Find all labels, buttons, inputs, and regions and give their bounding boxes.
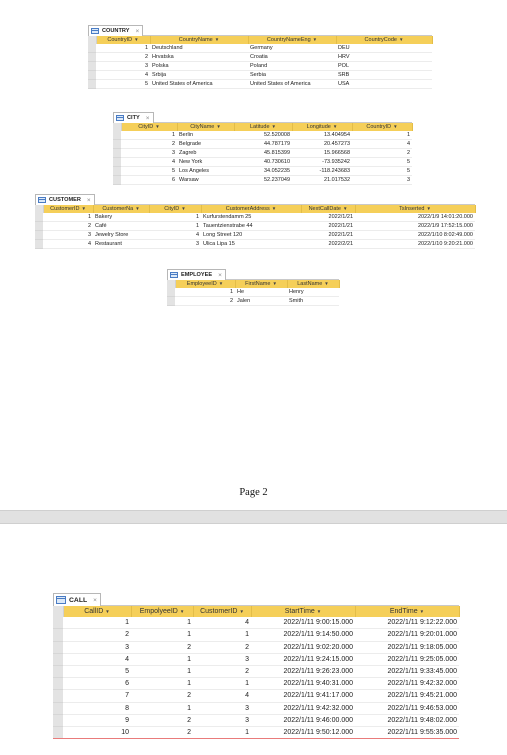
table-row[interactable]: 1 Bakery 1 Kurfurstendamm 25 2022/1/21 2022/1/9 14:01:20.000 <box>35 213 475 222</box>
table-row[interactable]: 9 2 3 2022/1/11 9:46:00.000 2022/1/11 9:48:02.000 <box>53 714 459 726</box>
column-header[interactable]: EndTime ▼ <box>355 606 459 617</box>
column-header[interactable]: NextCallDate ▼ <box>301 205 355 213</box>
table-row[interactable]: 7 2 4 2022/1/11 9:41:17.000 2022/1/11 9:45:21.000 <box>53 690 459 702</box>
column-header[interactable]: CustomerID ▼ <box>43 205 93 213</box>
table-row[interactable]: 3 Polska Poland POL <box>88 62 432 71</box>
column-header[interactable]: FirstName ▼ <box>235 280 287 288</box>
table-icon <box>91 28 99 34</box>
table-icon <box>170 272 178 278</box>
table-row[interactable]: 2 Café 1 Tauentzienstrabe 44 2022/1/21 2022/1/9 17:52:15.000 <box>35 222 475 231</box>
close-icon[interactable]: × <box>93 596 97 604</box>
table-row[interactable]: 5 1 2 2022/1/11 9:26:23.000 2022/1/11 9:33:45.000 <box>53 665 459 677</box>
table-row[interactable]: 1 Berlin 52.520008 13.404954 1 <box>113 131 412 140</box>
country-tab[interactable]: COUNTRY × <box>88 25 143 36</box>
column-header[interactable]: Latitude ▼ <box>234 123 292 131</box>
table-icon <box>116 115 124 121</box>
table-row[interactable]: 3 Jewelry Store 4 Long Street 120 2022/1/21 2022/1/10 8:02:49.000 <box>35 231 475 240</box>
column-header[interactable]: EmpolyeeID ▼ <box>131 606 193 617</box>
table-row[interactable]: 2 Belgrade 44.787179 20.457273 4 <box>113 140 412 149</box>
column-header[interactable]: CityID ▼ <box>149 205 201 213</box>
column-header[interactable]: CustomerID ▼ <box>193 606 251 617</box>
table-row[interactable]: 1 1 4 2022/1/11 9:00:15.000 2022/1/11 9:12:22.000 <box>53 617 459 629</box>
column-header[interactable]: CountryID ▼ <box>352 123 412 131</box>
table-row[interactable]: 4 New York 40.730610 -73.935242 5 <box>113 158 412 167</box>
column-header[interactable]: CityName ▼ <box>177 123 234 131</box>
header-row <box>167 280 339 288</box>
header-row <box>35 205 475 213</box>
header-row <box>113 123 412 131</box>
country-table <box>88 25 432 89</box>
table-row[interactable]: 3 Zagreb 45.815399 15.966568 2 <box>113 149 412 158</box>
close-icon[interactable]: × <box>218 271 222 279</box>
column-header[interactable]: TsInserted ▼ <box>355 205 475 213</box>
city-table <box>113 112 412 185</box>
header-row <box>53 606 459 617</box>
column-header[interactable]: CallID ▼ <box>63 606 131 617</box>
column-header[interactable]: CountryName ▼ <box>150 36 248 44</box>
close-icon[interactable]: × <box>145 114 150 122</box>
column-header[interactable]: CountryID ▼ <box>96 36 150 44</box>
table-row[interactable]: 6 Warsaw 52.237049 21.017532 3 <box>113 176 412 185</box>
column-header[interactable]: CountryCode ▼ <box>336 36 432 44</box>
table-icon <box>38 197 46 203</box>
table-row[interactable]: 2 Hrvatska Croatia HRV <box>88 53 432 62</box>
table-row[interactable]: 8 1 3 2022/1/11 9:42:32.000 2022/1/11 9:46:53.000 <box>53 702 459 714</box>
column-header[interactable]: CountryNameEng ▼ <box>248 36 336 44</box>
page-separator <box>0 510 507 524</box>
table-row[interactable]: 1 Deutschland Germany DEU <box>88 44 432 53</box>
column-header[interactable]: CustomerAddress ▼ <box>201 205 301 213</box>
table-row[interactable]: 10 2 1 2022/1/11 9:50:12.000 2022/1/11 9:55:35.000 <box>53 726 459 738</box>
header-row <box>88 36 432 44</box>
table-row[interactable]: 3 2 2 2022/1/11 9:02:20.000 2022/1/11 9:18:05.000 <box>53 641 459 653</box>
table-row[interactable]: 2 Jalen Smith <box>167 297 339 306</box>
close-icon[interactable]: × <box>135 27 140 35</box>
call-table <box>53 593 459 739</box>
column-header[interactable]: EmployeeID ▼ <box>175 280 235 288</box>
table-row[interactable]: 5 Los Angeles 34.052235 -118.243683 5 <box>113 167 412 176</box>
employee-table <box>167 269 339 306</box>
table-row[interactable]: 4 Srbija Serbia SRB <box>88 71 432 80</box>
column-header[interactable]: CustomerNa ▼ <box>93 205 149 213</box>
table-icon <box>56 596 66 604</box>
table-row[interactable]: 6 1 1 2022/1/11 9:40:31.000 2022/1/11 9:42:32.000 <box>53 678 459 690</box>
customer-table <box>35 194 475 249</box>
table-row[interactable]: 5 United States of America United States of America USA <box>88 80 432 89</box>
close-icon[interactable]: × <box>86 196 91 204</box>
employee-tab[interactable]: EMPLOYEE × <box>167 269 226 280</box>
table-row[interactable]: 2 1 1 2022/1/11 9:14:50.000 2022/1/11 9:20:01.000 <box>53 629 459 641</box>
table-row[interactable]: 1 He Henry <box>167 288 339 297</box>
document-page-2 <box>0 524 507 755</box>
column-header[interactable]: LastName ▼ <box>287 280 339 288</box>
column-header[interactable]: CityID ▼ <box>121 123 177 131</box>
table-row[interactable]: 4 1 3 2022/1/11 9:24:15.000 2022/1/11 9:25:05.000 <box>53 653 459 665</box>
city-tab[interactable]: CITY × <box>113 112 154 123</box>
column-header[interactable]: Longitude ▼ <box>292 123 352 131</box>
call-tab[interactable]: CALL × <box>53 593 101 606</box>
customer-tab[interactable]: CUSTOMER × <box>35 194 95 205</box>
column-header[interactable]: StartTime ▼ <box>251 606 355 617</box>
table-row[interactable]: 4 Restaurant 3 Ulica Lipa 15 2022/2/21 2022/1/10 9:20:21.000 <box>35 240 475 249</box>
page-number: Page 2 <box>239 487 268 498</box>
